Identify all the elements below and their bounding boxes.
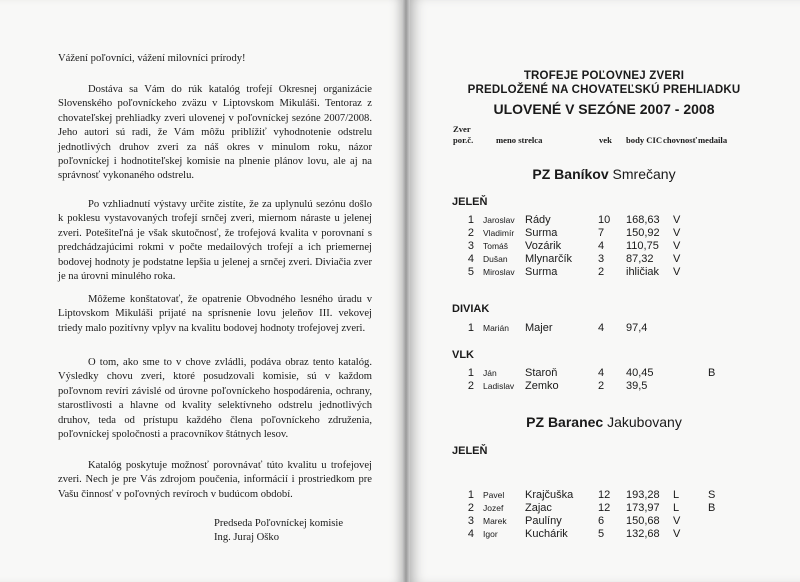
row-number: 2 xyxy=(467,380,474,392)
breeding-value: L xyxy=(673,489,680,501)
cic-score: 150,92 xyxy=(626,227,660,239)
greeting: Vážení poľovníci, vážení milovníci prírody! xyxy=(58,53,246,64)
breeding-value: V xyxy=(673,240,681,252)
age: 3 xyxy=(598,253,605,265)
catalog-text xyxy=(58,459,372,502)
catalog-title: TROFEJE POĽOVNEJ ZVERI xyxy=(523,70,685,82)
hunter-last-name: Zajac xyxy=(525,502,552,514)
medal: B xyxy=(708,502,716,514)
row-number: 2 xyxy=(467,227,474,239)
observation-text xyxy=(58,198,372,284)
cic-score: 132,68 xyxy=(626,528,660,540)
age: 12 xyxy=(598,489,611,501)
cic-score: 150,68 xyxy=(626,515,660,527)
hunter-first-name: Jozef xyxy=(483,503,504,513)
age: 7 xyxy=(598,227,605,239)
hunter-first-name: Dušan xyxy=(483,254,508,264)
hunter-first-name: Pavel xyxy=(483,490,505,500)
age: 10 xyxy=(598,214,611,226)
catalog-subtitle: PREDLOŽENÉ NA CHOVATEĽSKÚ PREHLIADKU xyxy=(467,84,741,96)
breeding-value: V xyxy=(673,253,681,265)
row-number: 1 xyxy=(467,322,474,334)
column-body: body CIC xyxy=(626,135,663,145)
hunter-last-name: Zemko xyxy=(525,380,559,392)
row-number: 3 xyxy=(467,240,474,252)
cic-score: 40,45 xyxy=(626,367,654,379)
species-heading: VLK xyxy=(452,349,474,361)
age: 4 xyxy=(598,240,605,252)
hunter-last-name: Paulíny xyxy=(525,515,562,527)
row-number: 4 xyxy=(467,253,474,265)
hunter-last-name: Kuchárik xyxy=(525,528,568,540)
hunter-first-name: Ladislav xyxy=(483,381,515,391)
paragraph-4: O tom, ako sme to v chove zvládli, podáva obraz tento katalóg. Výsledky chovu zveri, ktoré posudzovali komisie, sú v každom poľovnom revíri závislé od úrovne poľovníckeho hospodárenia, ochrany, starostlivosti a hlavne od kvality selektívneho odstrelu jednotlivých druhov, teda od prístupu každého člena poľovníckeho združenia, poľovníckej spoločnosti a pracovníkov štátnych lesov. xyxy=(58,357,372,441)
club-location: Jakubovany xyxy=(607,414,682,430)
hunter-first-name: Igor xyxy=(483,529,498,539)
hunter-first-name: Jaroslav xyxy=(483,215,515,225)
cic-score: 168,63 xyxy=(626,214,660,226)
cic-score: 39,5 xyxy=(626,380,648,392)
cic-score: 193,28 xyxy=(626,489,660,501)
breeding-value: V xyxy=(673,214,681,226)
medal: S xyxy=(708,489,716,501)
club-header xyxy=(408,166,800,182)
cic-score: 87,32 xyxy=(626,253,654,265)
age: 2 xyxy=(598,380,605,392)
column-chovnost: chovnosť xyxy=(663,135,698,145)
age: 5 xyxy=(598,528,605,540)
row-number: 1 xyxy=(467,367,474,379)
club-name: PZ Baranec xyxy=(526,414,604,430)
breeding-value: V xyxy=(673,515,681,527)
paragraph-1: Dostáva sa Vám do rúk katalóg trofejí Okresnej organizácie Slovenského poľovníckeho zväzu v Liptovskom Mikuláši. Tentoraz z chovateľskej prehliadky zveri ulovenej v poľovníckej sezóne 2007/2008. Jeho autori sú radi, že Vám môžu priblížiť vyhodnotenie odstrelu jednotlivých druhov zveri za náš okres v minulom roku, názor poľovníckej i hodnotiteľskej komisie na plnenie plánov lovu, ale aj na správnosť vykonaného odstrelu. xyxy=(58,84,372,182)
breeding-value: V xyxy=(673,528,681,540)
cic-score: 110,75 xyxy=(626,240,659,252)
hunter-last-name: Vozárik xyxy=(525,240,562,252)
cic-score: 97,4 xyxy=(626,322,648,334)
cic-score: ihličiak xyxy=(626,266,660,278)
intro-text xyxy=(58,83,372,184)
signature-name: Ing. Juraj Oško xyxy=(214,532,280,543)
row-number: 2 xyxy=(467,502,474,514)
age: 4 xyxy=(598,367,605,379)
hunter-last-name: Surma xyxy=(525,227,558,239)
breeding-value: L xyxy=(673,502,680,514)
species-heading: DIVIAK xyxy=(452,303,490,315)
paragraph-5: Katalóg poskytuje možnosť porovnávať túto kvalitu u trofejovej zveri. Nech je pre Vás zdrojom poučenia, informácií i prostriedkom pre Vašu činnosť v poľovných revíroch v budúcom období. xyxy=(58,460,372,500)
measure-text xyxy=(58,293,372,336)
results-text xyxy=(58,356,372,442)
hunter-first-name: Miroslav xyxy=(483,267,515,277)
paragraph-3: Môžeme konštatovať, že opatrenie Obvodného lesného úradu v Liptovskom Mikuláši prijaté na sprísnenie lovu jeleňov III. vekovej triedy malo pozitívny vplyv na kvalitu bodovej hodnoty trofejovej zveri. xyxy=(58,294,372,334)
breeding-value: V xyxy=(673,227,681,239)
hunter-last-name: Majer xyxy=(525,322,553,334)
age: 12 xyxy=(598,502,611,514)
column-por: por.č. xyxy=(453,135,474,145)
row-number: 4 xyxy=(467,528,474,540)
club-header xyxy=(408,414,800,430)
medal: B xyxy=(708,367,716,379)
species-heading: JELEŇ xyxy=(452,445,488,457)
hunter-first-name: Tomáš xyxy=(483,241,509,251)
hunter-last-name: Mlynarčík xyxy=(525,253,573,265)
column-medaila: medaila xyxy=(698,135,728,145)
signature-title: Predseda Poľovníckej komisie xyxy=(214,518,344,529)
row-number: 1 xyxy=(467,489,474,501)
row-number: 1 xyxy=(467,214,474,226)
column-vek: vek xyxy=(599,135,612,145)
hunter-first-name: Marián xyxy=(483,323,509,333)
age: 4 xyxy=(598,322,605,334)
species-heading: JELEŇ xyxy=(452,196,488,208)
breeding-value: V xyxy=(673,266,681,278)
age: 6 xyxy=(598,515,605,527)
row-number: 5 xyxy=(467,266,474,278)
column-meno: meno strelca xyxy=(496,135,543,145)
hunter-first-name: Ján xyxy=(483,368,497,378)
hunter-first-name: Vladimír xyxy=(483,228,515,238)
season-title: ULOVENÉ V SEZÓNE 2007 - 2008 xyxy=(493,101,715,117)
column-zver: Zver xyxy=(453,124,471,134)
row-number: 3 xyxy=(467,515,474,527)
club-name: PZ Baníkov xyxy=(532,166,609,182)
hunter-first-name: Marek xyxy=(483,516,507,526)
club-location: Smrečany xyxy=(612,166,676,182)
hunter-last-name: Rády xyxy=(525,214,551,226)
paragraph-2: Po vzhliadnutí výstavy určite zistíte, že za uplynulú sezónu došlo k poklesu vystavovaných trofejí srnčej zveri, miernom náraste u jelenej zveri. Potešiteľná je však skutočnosť, že trofejová kvalita v porovnaní s predchádzajúcimi rokmi v počte medailových trofejí a ich priemernej bodovej hodnoty je podstatne lepšia u jelenej a srnčej zveri. Diviačia zver je na úrovni minulého roka. xyxy=(58,199,372,283)
hunter-last-name: Staroň xyxy=(525,367,558,379)
hunter-last-name: Surma xyxy=(525,266,558,278)
cic-score: 173,97 xyxy=(626,502,660,514)
age: 2 xyxy=(598,266,605,278)
hunter-last-name: Krajčuška xyxy=(525,489,574,501)
